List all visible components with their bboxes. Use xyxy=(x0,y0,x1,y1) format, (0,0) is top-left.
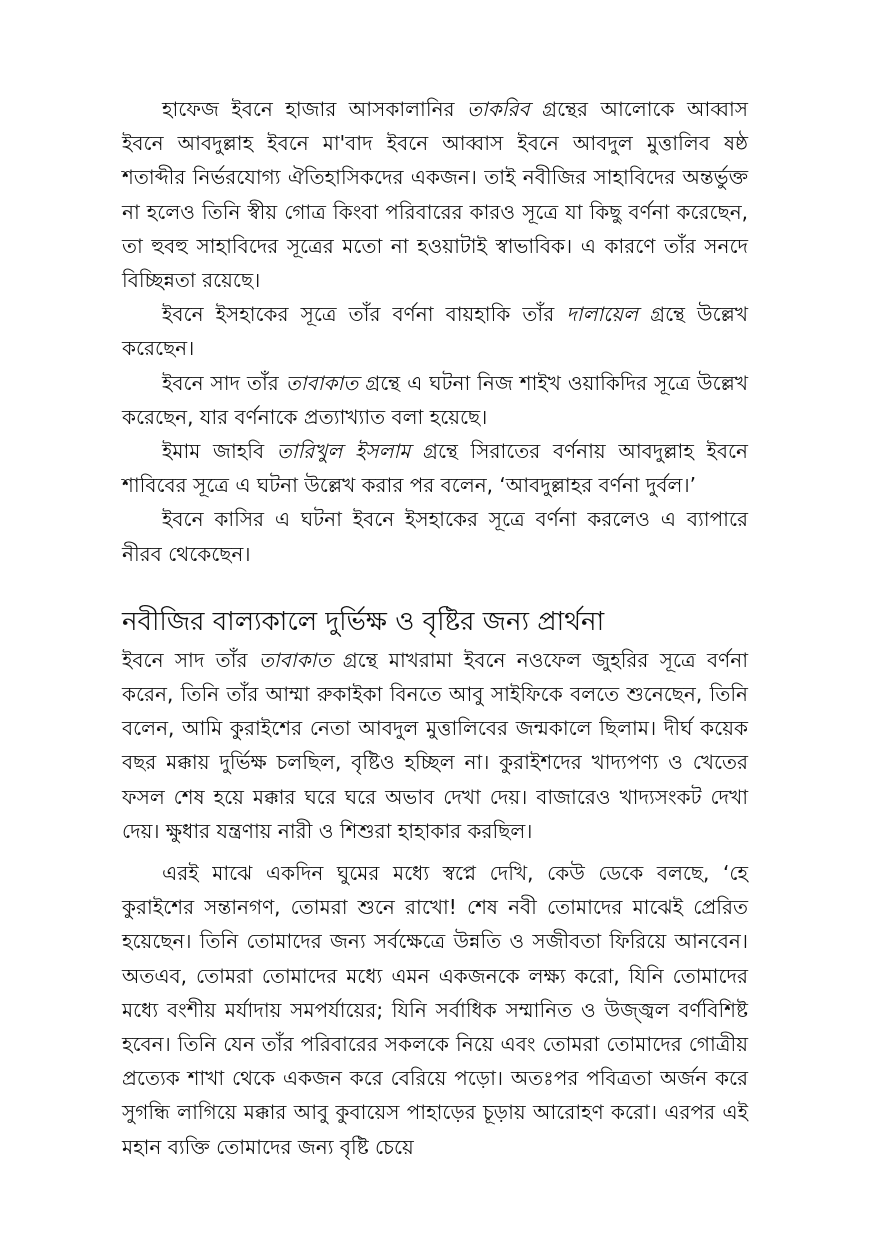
paragraph: ইবনে কাসির এ ঘটনা ইবনে ইসহাকের সূত্রে বর্ণনা করলেও এ ব্যাপারে নীরব থেকেছেন। xyxy=(122,507,748,566)
paragraph: ইমাম জাহবি তারিখুল ইসলাম গ্রন্থে সিরাতের বর্ণনায় আবদুল্লাহ ইবনে শাবিবের সূত্রে এ ঘটনা উল্লেখ করার পর বলেন, ‘আবদুল্লাহর বর্ণনা দুর্বল।’ xyxy=(122,439,748,498)
section-body xyxy=(122,643,748,1164)
section-heading: নবীজির বাল্যকালে দুর্ভিক্ষ ও বৃষ্টির জন্য প্রার্থনা xyxy=(122,606,605,637)
document-page xyxy=(122,92,748,1164)
paragraph: ইবনে সাদ তাঁর তাবাকাত গ্রন্থে মাখরামা ইবনে নওফেল জুহরির সূত্রে বর্ণনা করেন, তিনি তাঁর আম্মা রুকাইকা বিনতে আবু সাইফিকে বলতে শুনেছেন, তিনি বলেন, আমি কুরাইশের নেতা আবদুল মুত্তালিবের জন্মকালে ছিলাম। দীর্ঘ কয়েক বছর মক্কায় দুর্ভিক্ষ চলছিল, বৃষ্টিও হচ্ছিল না। কুরাইশদের খাদ্যপণ্য ও খেতের ফসল শেষ হয়ে মক্কার ঘরে ঘরে অভাব দেখা দেয়। বাজারেও খাদ্যসংকট দেখা দেয়। ক্ষুধার যন্ত্রণায় নারী ও শিশুরা হাহাকার করছিল। xyxy=(122,647,748,843)
paragraph: এরই মাঝে একদিন ঘুমের মধ্যে স্বপ্নে দেখি, কেউ ডেকে বলছে, ‘হে কুরাইশের সন্তানগণ, তোমরা শুনে রাখো! শেষ নবী তোমাদের মাঝেই প্রেরিত হয়েছেন। তিনি তোমাদের জন্য সর্বক্ষেত্রে উন্নতি ও সজীবতা ফিরিয়ে আনবেন। অতএব, তোমরা তোমাদের মধ্যে এমন একজনকে লক্ষ্য করো, যিনি তোমাদের মধ্যে বংশীয় মর্যাদায় সমপর্যায়ের; যিনি সর্বাধিক সম্মানিত ও উজ্জ্বল বর্ণবিশিষ্ট হবেন। তিনি যেন তাঁর পরিবারের সকলকে নিয়ে এবং তোমরা তোমাদের গোত্রীয় প্রত্যেক শাখা থেকে একজন করে বেরিয়ে পড়ো। অতঃপর পবিত্রতা অর্জন করে সুগন্ধি লাগিয়ে মক্কার আবু কুবায়েস পাহাড়ের চূড়ায় আরোহণ করো। এরপর এই মহান ব্যক্তি তোমাদের জন্য বৃষ্টি চেয়ে xyxy=(122,861,748,1159)
book-title: তাবাকাত xyxy=(285,370,359,395)
section-intro xyxy=(122,92,748,571)
book-title: দালায়েল xyxy=(566,302,639,327)
paragraph: ইবনে সাদ তাঁর তাবাকাত গ্রন্থে এ ঘটনা নিজ শাইখ ওয়াকিদির সূত্রে উল্লেখ করেছেন, যার বর্ণনাকে প্রত্যাখ্যাত বলা হয়েছে। xyxy=(122,370,748,429)
book-title: তারিখুল ইসলাম xyxy=(276,439,411,464)
paragraph: ইবনে ইসহাকের সূত্রে তাঁর বর্ণনা বায়হাকি তাঁর দালায়েল গ্রন্থে উল্লেখ করেছেন। xyxy=(122,302,748,361)
paragraph: হাফেজ ইবনে হাজার আসকালানির তাকরিব গ্রন্থের আলোকে আব্বাস ইবনে আবদুল্লাহ ইবনে মা'বাদ ইবনে আব্বাস ইবনে আবদুল মুত্তালিব ষষ্ঠ শতাব্দীর নির্ভরযোগ্য ঐতিহাসিকদের একজন। তাই নবীজির সাহাবিদের অন্তর্ভুক্ত না হলেও তিনি স্বীয় গোত্র কিংবা পরিবারের কারও সূত্রে যা কিছু বর্ণনা করেছেন, তা হুবহু সাহাবিদের সূত্রের মতো না হওয়াটাই স্বাভাবিক। এ কারণে তাঁর সনদে বিচ্ছিন্নতা রয়েছে। xyxy=(122,97,748,293)
book-title: তাবাকাত xyxy=(258,647,332,672)
book-title: তাকরিব xyxy=(467,97,530,121)
